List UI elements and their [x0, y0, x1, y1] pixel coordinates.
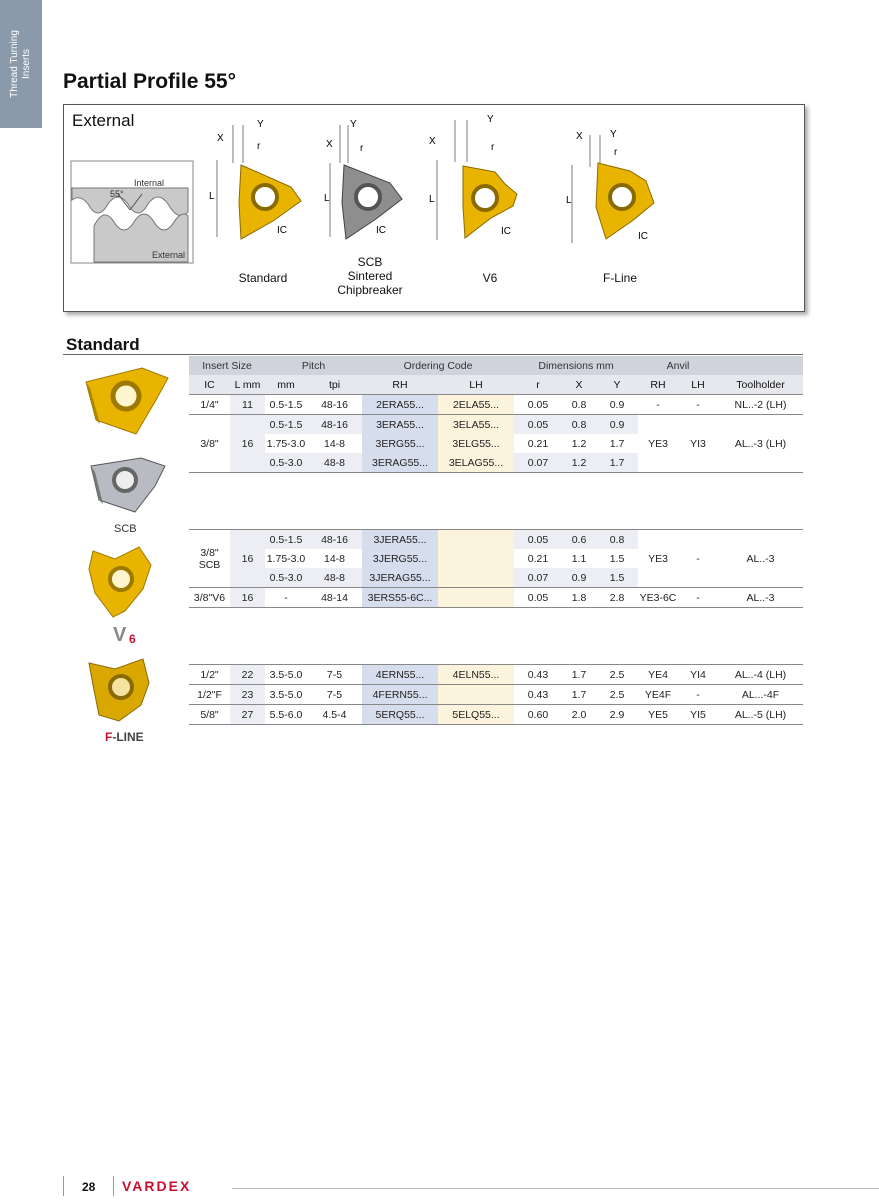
- standard-insert-image: [82, 362, 174, 440]
- cell-anvil-lh: YI4: [690, 668, 706, 681]
- cell-rh: 5ERQ55...: [362, 705, 438, 725]
- dim-l-label: L: [324, 193, 330, 204]
- spacer-cell: [189, 473, 803, 530]
- dim-x-label: X: [576, 131, 583, 142]
- cell-x: 2.0: [562, 705, 596, 725]
- table-row: [189, 395, 803, 415]
- cell-mm: 0.5-1.5: [265, 395, 307, 415]
- cell-x: 1.2: [571, 437, 587, 450]
- cell-r: 0.60: [514, 705, 562, 725]
- col-l: L mm: [230, 375, 265, 395]
- col-r: r: [514, 375, 562, 395]
- cell-lh: [438, 685, 514, 705]
- cell-anvil-rh: YE3: [648, 552, 668, 565]
- cell-ic-line-2: SCB: [198, 558, 221, 571]
- dim-y-label: Y: [257, 119, 264, 130]
- cell-lh: 5ELQ55...: [438, 705, 514, 725]
- cell-x: 0.8: [562, 415, 596, 435]
- cell-r: 0.05: [514, 530, 562, 550]
- cell-anvil-rh: -: [638, 395, 678, 415]
- cell-toolholder: AL..-3 (LH): [718, 415, 803, 473]
- cell-y: 2.8: [596, 588, 638, 608]
- caption-fline: F-Line: [602, 271, 637, 285]
- cell-ic: 1/2"F: [189, 685, 230, 705]
- cell-l: 11: [230, 395, 265, 415]
- cell-lh: [438, 588, 514, 608]
- spacer-cell: [189, 608, 803, 665]
- col-ic: IC: [189, 375, 230, 395]
- col-rh: RH: [362, 375, 438, 395]
- scb-image-label: SCB: [114, 523, 137, 535]
- table-spacer-row: [189, 473, 803, 530]
- footer-separator: [63, 1176, 64, 1196]
- cell-rh: 2ERA55...: [362, 395, 438, 415]
- cell-r: 0.05: [514, 415, 562, 435]
- table-spacer-row: [189, 608, 803, 665]
- cell-mm: 0.5-1.5: [265, 415, 307, 435]
- table-row: [189, 530, 803, 550]
- cell-mm: 3.5-5.0: [265, 685, 307, 705]
- cell-l: 16: [230, 530, 265, 588]
- header-dimensions: Dimensions mm: [514, 356, 638, 375]
- cell-r: 0.43: [527, 668, 549, 681]
- col-anvil-rh: RH: [638, 375, 678, 395]
- cell-lh: 3ELAG55...: [438, 453, 514, 473]
- svg-text:6: 6: [129, 632, 136, 645]
- cell-toolholder: AL..-3: [718, 588, 803, 608]
- cell-r: 0.21: [527, 437, 549, 450]
- dim-l-label: L: [566, 195, 572, 206]
- external-box-title: External: [72, 111, 135, 130]
- cell-mm: 1.75-3.0: [266, 552, 306, 565]
- table-row: [189, 665, 803, 685]
- cell-ic-line-1: 3/8": [200, 546, 219, 559]
- cell-y: 0.8: [596, 530, 638, 550]
- cell-anvil-lh: -: [678, 588, 718, 608]
- section-title-standard: Standard: [66, 335, 140, 354]
- col-tpi: tpi: [307, 375, 362, 395]
- col-lh: LH: [438, 375, 514, 395]
- cell-rh: 4ERN55...: [362, 665, 438, 685]
- cell-tpi: 48-16: [307, 530, 362, 550]
- header-ordering-code: Ordering Code: [362, 356, 514, 375]
- cell-r: 0.21: [527, 552, 549, 565]
- fline-logo-text: F-LINE: [105, 730, 144, 744]
- cell-lh: [438, 568, 514, 588]
- cell-anvil-lh: -: [678, 395, 718, 415]
- cell-rh: 3JERG55...: [362, 549, 438, 568]
- cell-y: 0.9: [596, 415, 638, 435]
- scb-insert-diagram: [320, 115, 415, 245]
- cell-toolholder: NL..-2 (LH): [718, 395, 803, 415]
- cell-anvil-lh: YI3: [678, 415, 718, 473]
- cell-toolholder: AL..-3: [746, 552, 775, 565]
- thread-profile-diagram: [70, 160, 194, 264]
- cell-mm: 5.5-6.0: [265, 705, 307, 725]
- cell-y: 2.5: [609, 668, 625, 681]
- table-row: [189, 415, 803, 435]
- col-toolholder: Toolholder: [718, 375, 803, 395]
- cell-ic: 1/4": [189, 395, 230, 415]
- table-row: [189, 685, 803, 705]
- cell-tpi: 4.5-4: [307, 705, 362, 725]
- cell-tpi: 14-8: [323, 552, 345, 565]
- cell-y: 1.5: [596, 568, 638, 588]
- cell-x: 0.8: [562, 395, 596, 415]
- table-row: [189, 705, 803, 725]
- dim-x-label: X: [326, 139, 333, 150]
- cell-anvil-rh: YE3-6C: [638, 588, 678, 608]
- cell-ic: 3/8": [189, 415, 230, 473]
- cell-rh: 3JERAG55...: [362, 568, 438, 588]
- dim-x-label: X: [217, 133, 224, 144]
- cell-r: 0.05: [514, 395, 562, 415]
- fline-insert-image: [85, 655, 155, 745]
- col-mm: mm: [265, 375, 307, 395]
- cell-lh: 4ELN55...: [438, 665, 514, 685]
- caption-scb-line-2: Sintered: [347, 269, 393, 283]
- cell-lh: 3ELG55...: [438, 434, 514, 453]
- dim-y-label: Y: [350, 119, 357, 130]
- footer-rule: [232, 1188, 879, 1189]
- profile-angle-label: 55°: [110, 189, 124, 199]
- header-insert-size: Insert Size: [189, 356, 265, 375]
- cell-mm: 0.5-3.0: [265, 568, 307, 588]
- cell-x: 0.6: [562, 530, 596, 550]
- dim-ic-label: IC: [638, 231, 648, 242]
- section-side-tab: [0, 0, 42, 128]
- cell-lh: 2ELA55...: [438, 395, 514, 415]
- cell-x: 0.9: [562, 568, 596, 588]
- table-column-header-row: [189, 375, 803, 395]
- cell-y: 1.7: [609, 437, 625, 450]
- cell-rh: 4FERN55...: [362, 685, 438, 705]
- dim-r-label: r: [360, 143, 364, 154]
- dim-l-label: L: [209, 191, 215, 202]
- dim-y-label: Y: [487, 114, 494, 125]
- cell-tpi: 48-8: [307, 453, 362, 473]
- cell-rh: 3ERG55...: [362, 434, 438, 453]
- cell-mm: 1.75-3.0: [266, 437, 306, 450]
- cell-y: 1.7: [596, 453, 638, 473]
- cell-l: 22: [230, 665, 265, 685]
- cell-tpi: 7-5: [307, 685, 362, 705]
- cell-y: 1.5: [609, 552, 625, 565]
- dim-r-label: r: [491, 142, 495, 153]
- dim-x-label: X: [429, 136, 436, 147]
- cell-rh: 3ERA55...: [362, 415, 438, 435]
- dim-l-label: L: [429, 194, 435, 205]
- cell-x: 1.2: [562, 453, 596, 473]
- cell-rh: 3ERAG55...: [362, 453, 438, 473]
- header-blank: [718, 356, 803, 375]
- cell-tpi: 14-8: [323, 437, 345, 450]
- header-pitch: Pitch: [265, 356, 362, 375]
- cell-lh: [438, 549, 514, 568]
- cell-r: 0.43: [514, 685, 562, 705]
- cell-lh: 3ELA55...: [438, 415, 514, 435]
- table-group-header-row: [189, 356, 803, 375]
- caption-scb-line-3: Chipbreaker: [337, 283, 403, 297]
- cell-anvil-lh: YI5: [678, 705, 718, 725]
- dim-y-label: Y: [610, 129, 617, 140]
- cell-l: 16: [230, 415, 265, 473]
- cell-tpi: 48-16: [307, 415, 362, 435]
- side-tab-label: [9, 30, 33, 98]
- cell-x: 1.7: [571, 668, 587, 681]
- cell-rh: 3JERA55...: [362, 530, 438, 550]
- scb-insert-image: [85, 452, 170, 518]
- cell-x: 1.7: [562, 685, 596, 705]
- footer-separator: [113, 1176, 114, 1196]
- cell-y: 2.5: [596, 685, 638, 705]
- specification-table: [189, 356, 803, 725]
- v6-logo-text: V: [113, 624, 127, 645]
- cell-mm: -: [265, 588, 307, 608]
- cell-anvil-rh: YE4: [648, 668, 668, 681]
- table-row: [189, 588, 803, 608]
- dim-ic-label: IC: [376, 225, 386, 236]
- cell-anvil-lh: -: [678, 685, 718, 705]
- cell-toolholder: AL...-4F: [718, 685, 803, 705]
- cell-tpi: 48-8: [307, 568, 362, 588]
- caption-standard: Standard: [238, 271, 288, 285]
- cell-x: 1.1: [571, 552, 587, 565]
- profile-label-internal: Internal: [134, 178, 165, 188]
- v6-insert-image: [85, 545, 161, 645]
- cell-r: 0.05: [514, 588, 562, 608]
- dim-ic-label: IC: [501, 226, 511, 237]
- cell-rh: 3ERS55-6C...: [362, 588, 438, 608]
- cell-anvil-lh: -: [696, 552, 700, 565]
- page-number: 28: [82, 1180, 96, 1194]
- v6-insert-diagram: [425, 110, 535, 245]
- cell-toolholder: AL..-5 (LH): [718, 705, 803, 725]
- cell-anvil-rh: YE3: [638, 415, 678, 473]
- cell-r: 0.07: [514, 568, 562, 588]
- col-x: X: [562, 375, 596, 395]
- dim-ic-label: IC: [277, 225, 287, 236]
- cell-l: 27: [230, 705, 265, 725]
- header-anvil: Anvil: [638, 356, 718, 375]
- profile-label-external: External: [152, 250, 186, 260]
- dim-r-label: r: [614, 147, 618, 158]
- page-title: Partial Profile 55°: [63, 70, 236, 93]
- cell-ic: [189, 530, 230, 588]
- cell-l: 23: [230, 685, 265, 705]
- cell-mm: 0.5-3.0: [265, 453, 307, 473]
- cell-toolholder: AL..-4 (LH): [734, 668, 787, 681]
- caption-v6: V6: [482, 271, 498, 285]
- cell-y: 2.9: [596, 705, 638, 725]
- cell-mm: 0.5-1.5: [265, 530, 307, 550]
- cell-lh: [438, 530, 514, 550]
- side-tab-line-1: Thread Turning: [9, 30, 20, 98]
- cell-ic: 1/2": [200, 668, 219, 681]
- cell-r: 0.07: [514, 453, 562, 473]
- dim-r-label: r: [257, 141, 261, 152]
- fline-insert-diagram: [560, 125, 665, 250]
- cell-ic: 5/8": [189, 705, 230, 725]
- side-tab-line-2: Inserts: [21, 48, 32, 80]
- cell-ic: 3/8"V6: [189, 588, 230, 608]
- cell-anvil-rh: YE4F: [638, 685, 678, 705]
- cell-x: 1.8: [562, 588, 596, 608]
- col-anvil-lh: LH: [678, 375, 718, 395]
- section-divider: [63, 354, 803, 355]
- cell-l: 16: [230, 588, 265, 608]
- caption-scb: [325, 255, 415, 297]
- standard-insert-diagram: [205, 115, 315, 245]
- cell-anvil-rh: YE5: [638, 705, 678, 725]
- cell-mm: 3.5-5.0: [269, 668, 303, 681]
- cell-y: 0.9: [596, 395, 638, 415]
- caption-scb-line-1: SCB: [357, 255, 383, 269]
- brand-logo: VARDEX: [122, 1178, 192, 1194]
- cell-tpi: 48-16: [307, 395, 362, 415]
- col-y: Y: [596, 375, 638, 395]
- cell-tpi: 48-14: [307, 588, 362, 608]
- cell-tpi: 7-5: [326, 668, 343, 681]
